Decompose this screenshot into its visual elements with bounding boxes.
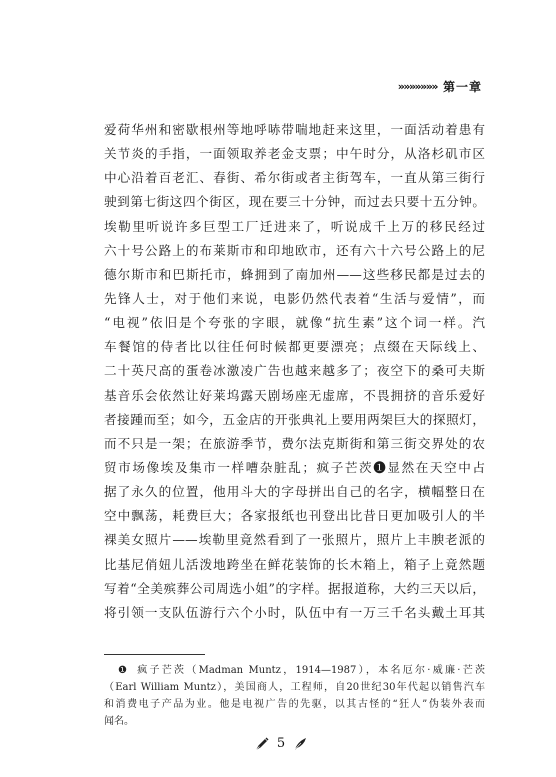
body-line: 将引领一支队伍游行六个小时，队伍中有一万三千名头戴土耳其: [104, 604, 485, 620]
body-line: 车餐馆的侍者比以往任何时候都更要漂亮；点缀在天际线上、: [104, 339, 485, 355]
footnote-marker: ❶: [118, 665, 130, 676]
footnote-line: （Earl William Muntz），美国商人，工程师，自20世纪30年代起以销售汽车: [104, 682, 485, 693]
body-line: 六十号公路上的布莱斯市和印地欧市，还有六十六号公路上的尼: [104, 242, 485, 258]
body-line: “电视”依旧是个夸张的字眼，就像“抗生素”这个词一样。汽: [104, 315, 485, 331]
footnote-text: 疯子芒茨（Madman Muntz，1914—1987），本名厄尔·威廉·芒茨: [137, 665, 485, 676]
page-footer: [6, 736, 556, 751]
body-text: [104, 118, 485, 625]
body-line: 中心沿着百老汇、春街、希尔街或者主街驾车，一直从第三街行: [104, 170, 485, 186]
body-line: 基音乐会依然让好莱坞露天剧场座无虚席，不畏拥挤的音乐爱好: [104, 387, 485, 403]
body-line: 二十英尺高的蛋卷冰激凌广告也越来越多了；夜空下的桑可夫斯: [104, 363, 485, 379]
body-line: 比基尼俏妞儿活泼地跨坐在鲜花装饰的长木箱上，箱子上竟然题: [104, 556, 485, 572]
body-line: 德尔斯市和巴斯托市，蜂拥到了南加州——这些移民都是过去的: [104, 266, 485, 282]
body-line: 贸市场像埃及集市一样嘈杂脏乱；疯子芒茨❶显然在天空中占: [104, 459, 485, 475]
body-line: 爱荷华州和密歇根州等地呼哧带喘地赶来这里，一面活动着患有: [104, 122, 485, 137]
body-line: 空中飘荡，耗费巨大；各家报纸也刊登出比昔日更加吸引人的半: [104, 508, 485, 524]
body-line: 裸美女照片——埃勒里竟然看到了一张照片，照片上丰腴老派的: [104, 532, 485, 548]
quill-icon: [293, 737, 307, 751]
body-line: 据了永久的位置，他用斗大的字母拼出自己的名字，横幅整日在: [104, 484, 485, 500]
body-line: 者接踵而至；如今，五金店的开张典礼上要用两架巨大的探照灯，: [104, 411, 485, 427]
footnote-divider: [104, 654, 205, 655]
footnote-line: 闻名。: [104, 716, 134, 727]
footnote-line: [104, 662, 485, 679]
body-line: 埃勒里听说许多巨型工厂迁进来了，听说成千上万的移民经过: [104, 218, 485, 234]
chapter-title: 第一章: [442, 80, 482, 94]
footnote-line: 和消费电子产品为业。他是电视广告的先驱，以其古怪的“狂人”伪装外表而: [104, 699, 485, 710]
body-line: 而不只是一架；在旅游季节，费尔法克斯街和第三街交界处的农: [104, 435, 485, 451]
chapter-marks: »»»»»»»: [397, 80, 437, 93]
chapter-header: [398, 78, 482, 95]
body-line: 写着“全美殡葬公司周选小姐”的字样。据报道称，大约三天以后，: [104, 580, 485, 596]
footnote: [104, 662, 485, 730]
pen-icon: [255, 737, 269, 751]
body-line: 先锋人士，对于他们来说，电影仍然代表着“生活与爱情”，而: [104, 290, 485, 306]
body-line: 关节炎的手指，一面领取养老金支票；中午时分，从洛杉矶市区: [104, 146, 485, 162]
page-number: 5: [276, 736, 286, 751]
body-line: 驶到第七街这四个街区，现在要三十分钟，而过去只要十五分钟。: [104, 194, 485, 210]
